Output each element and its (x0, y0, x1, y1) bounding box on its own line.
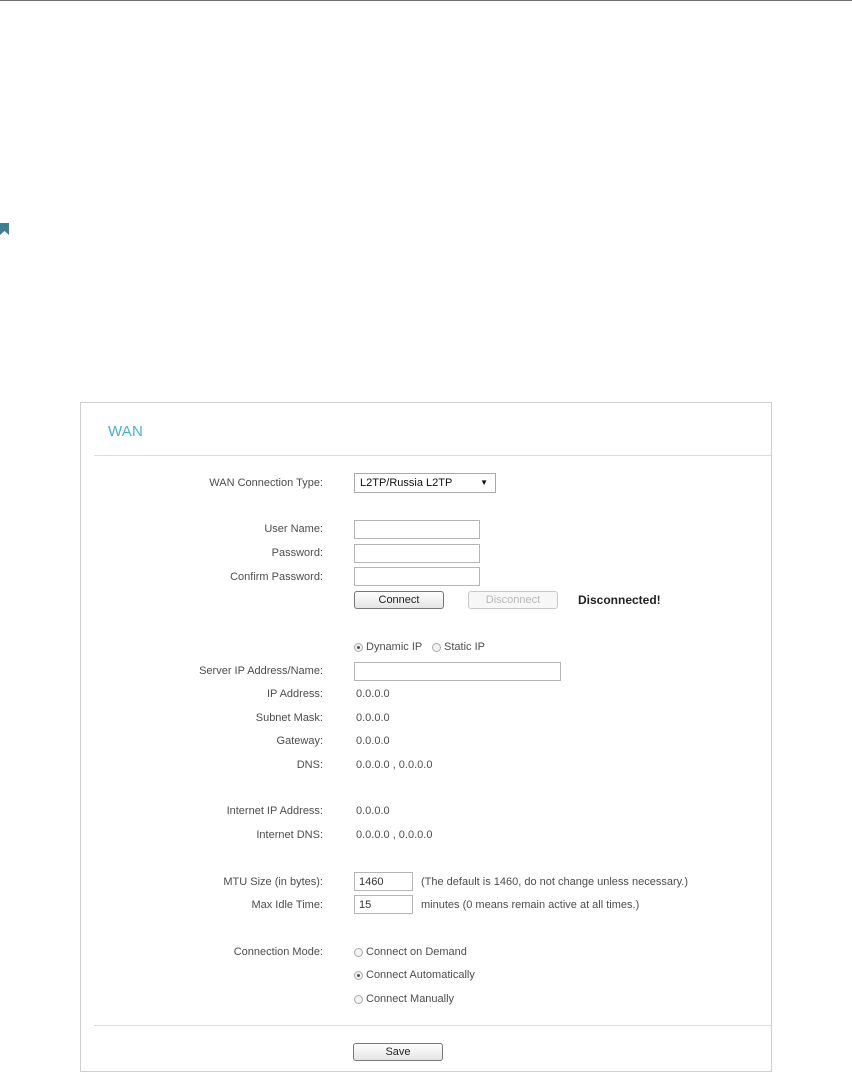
radio-unselected-icon (354, 995, 363, 1004)
connect-automatically-radio[interactable] (354, 969, 475, 981)
chevron-down-icon: ▼ (480, 478, 488, 487)
save-button[interactable]: Save (353, 1043, 443, 1061)
max-idle-hint: minutes (0 means remain active at all times.) (421, 899, 640, 911)
disconnect-button[interactable]: Disconnect (468, 591, 558, 609)
page-top-rule (0, 0, 852, 1)
ip-address-value: 0.0.0.0 (356, 688, 390, 700)
connection-mode-label: Connection Mode: (233, 946, 323, 958)
internet-dns-value: 0.0.0.0 , 0.0.0.0 (356, 829, 433, 841)
mtu-hint: (The default is 1460, do not change unless necessary.) (421, 876, 689, 888)
title-divider (94, 455, 771, 456)
radio-unselected-icon (354, 948, 363, 957)
connection-type-label: WAN Connection Type: (209, 477, 323, 489)
connection-status: Disconnected! (578, 593, 661, 607)
wan-panel (80, 402, 772, 1072)
internet-ip-value: 0.0.0.0 (356, 805, 390, 817)
mtu-label: MTU Size (in bytes): (223, 876, 323, 888)
password-field[interactable] (354, 544, 480, 563)
connect-button[interactable]: Connect (354, 591, 444, 609)
gateway-label: Gateway: (276, 735, 323, 747)
user-name-label: User Name: (264, 523, 323, 535)
static-ip-radio[interactable] (432, 641, 485, 653)
internet-dns-label: Internet DNS: (256, 829, 323, 841)
user-name-field[interactable] (354, 520, 480, 539)
dynamic-ip-radio[interactable] (354, 641, 422, 653)
radio-unselected-icon (432, 643, 441, 652)
radio-selected-icon (354, 971, 363, 980)
mtu-field[interactable] (354, 872, 413, 891)
connection-type-select[interactable] (354, 473, 496, 493)
max-idle-field[interactable] (354, 895, 413, 914)
confirm-password-field[interactable] (354, 567, 480, 586)
confirm-password-label: Confirm Password: (230, 571, 323, 583)
server-field[interactable] (354, 662, 561, 681)
connect-automatically-label: Connect Automatically (366, 969, 475, 981)
bookmark-icon (0, 223, 9, 235)
connect-on-demand-radio[interactable] (354, 946, 467, 958)
footer-divider (94, 1025, 771, 1026)
subnet-mask-value: 0.0.0.0 (356, 712, 390, 724)
subnet-mask-label: Subnet Mask: (255, 712, 323, 724)
server-label: Server IP Address/Name: (199, 665, 323, 677)
connect-manually-radio[interactable] (354, 993, 454, 1005)
connect-manually-label: Connect Manually (366, 993, 455, 1005)
connection-type-value: L2TP/Russia L2TP (360, 477, 453, 489)
password-label: Password: (271, 547, 323, 559)
dns-label: DNS: (296, 759, 323, 771)
connect-on-demand-label: Connect on Demand (366, 946, 467, 958)
max-idle-label: Max Idle Time: (251, 899, 323, 911)
panel-title: WAN (108, 423, 144, 440)
gateway-value: 0.0.0.0 (356, 735, 390, 747)
radio-selected-icon (354, 643, 363, 652)
ip-address-label: IP Address: (266, 688, 323, 700)
dynamic-ip-label: Dynamic IP (366, 641, 423, 653)
internet-ip-label: Internet IP Address: (226, 805, 323, 817)
dns-value: 0.0.0.0 , 0.0.0.0 (356, 759, 433, 771)
static-ip-label: Static IP (444, 641, 485, 653)
